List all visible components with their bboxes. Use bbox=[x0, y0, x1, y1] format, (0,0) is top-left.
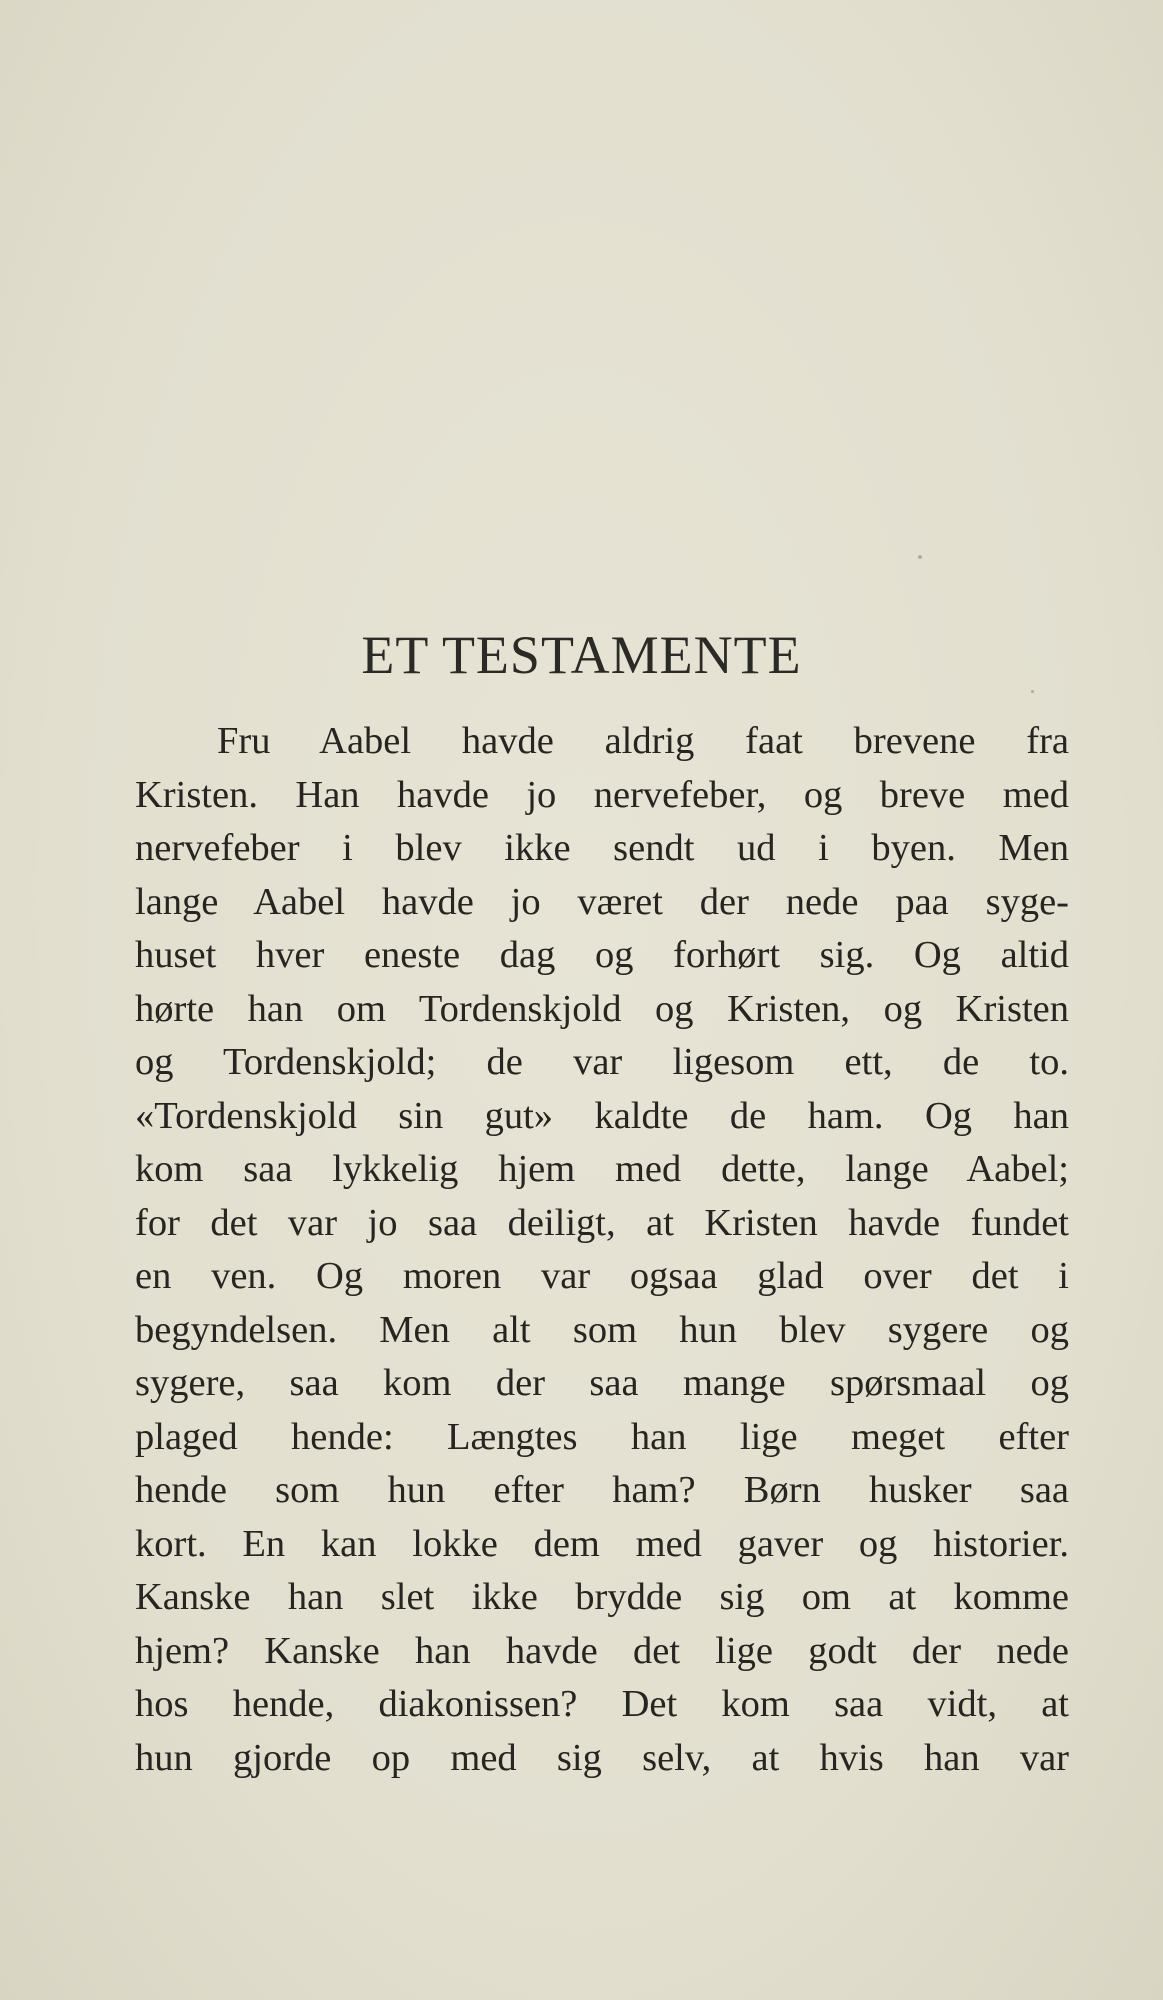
paper-speck bbox=[1031, 690, 1034, 693]
text-line: Fru Aabel havde aldrig faat brevene fra bbox=[217, 720, 1069, 762]
text-line: huset hver eneste dag og forhørt sig. Og altid bbox=[135, 934, 1069, 976]
text-line: plaged hende: Længtes han lige meget efter bbox=[135, 1415, 1069, 1458]
text-line: en ven. Og moren var ogsaa glad over det i bbox=[135, 1255, 1069, 1297]
chapter-title: ET TESTAMENTE bbox=[361, 625, 802, 685]
text-line: hjem? Kanske han havde det lige godt der nede bbox=[135, 1629, 1069, 1672]
text-line: «Tordenskjold sin gut» kaldte de ham. Og han bbox=[135, 1094, 1069, 1137]
text-line: nervefeber i blev ikke sendt ud i byen. Men bbox=[135, 827, 1069, 869]
text-line: Kristen. Han havde jo nervefeber, og breve med bbox=[135, 773, 1069, 816]
paper-speck bbox=[918, 555, 922, 559]
text-line: og Tordenskjold; de var ligesom ett, de to. bbox=[135, 1041, 1069, 1083]
text-line: hende som hun efter ham? Børn husker saa bbox=[135, 1469, 1069, 1511]
text-line: kort. En kan lokke dem med gaver og historier. bbox=[135, 1522, 1069, 1565]
text-line: begyndelsen. Men alt som hun blev sygere og bbox=[135, 1308, 1069, 1351]
text-line: Kanske han slet ikke brydde sig om at komme bbox=[135, 1576, 1069, 1618]
text-line: lange Aabel havde jo været der nede paa syge- bbox=[135, 880, 1069, 923]
text-line: kom saa lykkelig hjem med dette, lange Aabel; bbox=[135, 1148, 1069, 1190]
text-line: for det var jo saa deiligt, at Kristen havde fundet bbox=[135, 1201, 1069, 1244]
body-text bbox=[135, 715, 1069, 1785]
text-line: hun gjorde op med sig selv, at hvis han var bbox=[135, 1736, 1069, 1779]
text-line: hørte han om Tordenskjold og Kristen, og Kristen bbox=[135, 987, 1069, 1030]
text-line: sygere, saa kom der saa mange spørsmaal og bbox=[135, 1362, 1069, 1404]
text-line: hos hende, diakonissen? Det kom saa vidt, at bbox=[135, 1683, 1069, 1725]
